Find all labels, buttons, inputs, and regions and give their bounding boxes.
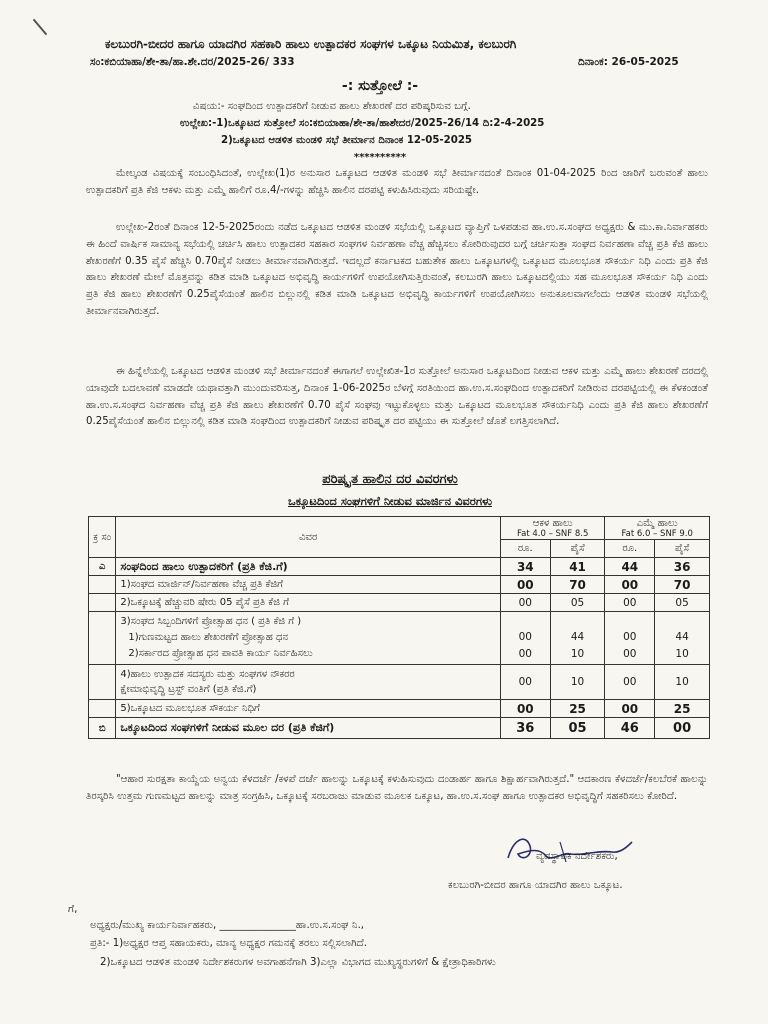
cell-value: 05 [550,718,605,739]
cell-value: 05 [550,594,605,612]
cell-value: 25 [550,700,605,718]
table-row [89,665,710,700]
table-row [89,718,710,739]
reference-line-2: 2)ಒಕ್ಕೂಟದ ಆಡಳಿತ ಮಂಡಳಿ ಸಭೆ ತೀರ್ಮಾನ ದಿನಾಂಕ 12-05-2025 [221,135,472,146]
incentive-item-government: 2)ಸರ್ಕಾರದ ಪ್ರೋತ್ಸಾಹ ಧನ ಪಾವತಿ ಕಾರ್ಯ ನಿರ್ವಹಿಸಲು [128,648,313,659]
cell-value: 00 [605,594,655,612]
paragraph-2: ಉಲ್ಲೇಖ-2ರಂತೆ ದಿನಾಂಕ 12-5-2025ರಂದು ನಡೆದ ಒಕ್ಕೂಟದ ಆಡಳಿತ ಮಂಡಳಿ ಸಭೆಯಲ್ಲಿ ಒಕ್ಕೂಟದ ವ್ಯಾಪ್ತಿಗೆ ಒಳಪಡುವ ಹಾ.ಉ.ಸ.ಸಂಘದ ಅಧ್ಯಕ್ಷರು & ಮು.ಕಾ.ನಿರ್ವಾಹಕರು ಈ ಹಿಂದೆ ವಾರ್ಷಿಕ ಸಾಮಾನ್ಯ ಸಭೆಯಲ್ಲಿ ಚರ್ಚಿಸಿ ಹಾಲು ಉತ್ಪಾದಕರ ಸಹಕಾರ ಸಂಘಗಳ ನಿರ್ವಹಣಾ ವೆಚ್ಚ ಹೆಚ್ಚಿಸಲು ಕೋರಿರುವುದರ ಬಗ್ಗೆ ಚರ್ಚಿಸುತ್ತಾ ಸಂಘದ ನಿರ್ವಹಣಾ ವೆಚ್ಚ ಪ್ರತಿ ಕೆಜಿ ಹಾಲು ಶೇಖರಣೆಗೆ 0.35 ಪೈಸೆ ಹೆಚ್ಚಿಸಿ 0.70ಪೈಸೆ ನೀಡಲು ತೀರ್ಮಾನವಾಗಿರುತ್ತದೆ. ಇದಲ್ಲದೆ ಕರ್ನಾಟಕದ ಬಹುತೇಕ ಹಾಲು ಒಕ್ಕೂಟಗಳಲ್ಲಿ ಒಕ್ಕೂಟದ ಮೂಲಭೂತ ಸೌಕರ್ಯ ನಿಧಿ ಎಂದು ಪ್ರತಿ ಕೆಜಿ ಹಾಲು ಶೇಖರಣೆ ಮೇಲೆ ಮೊತ್ತವನ್ನು ಕಡಿತ ಮಾಡಿ ಒಕ್ಕೂಟದ ಅಭಿವೃದ್ಧಿ ಕಾರ್ಯಗಳಿಗೆ ಉಪಯೋಗಿಸುತ್ತಿರುವಂತೆ, ಕಲಬುರಗಿ ಹಾಲು ಒಕ್ಕೂಟದಲ್ಲಿಯು ಸಹ ಮೂಲಭೂತ ಸೌಕರ್ಯ ನಿಧಿ ಎಂದು ಪ್ರತಿ ಕೆಜಿ ಹಾಲು ಶೇಖರಣೆಗೆ 0.25ಪೈಸೆಯಂತೆ ಹಾಲಿನ ಬಿಲ್ಲುನಲ್ಲಿ ಕಡಿತ ಮಾಡಿ ಒಕ್ಕೂಟದ ಅಭಿವೃದ್ಧಿ ಕಾರ್ಯಗಳಿಗೆ ಉಪಯೋಗಿಸಲು ಅನುಕೂಲವಾಗಲೆಂದು ಆಡಳಿತ ಮಂಡಳಿ ಸಭೆಯಲ್ಲಿ ತೀರ್ಮಾನವಾಗಿರುತ್ತದೆ. [86,222,708,317]
cell-value: 70 [550,576,605,594]
table-row [89,558,710,576]
cell-value: 00 [605,700,655,718]
cow-fat-snf: Fat 4.0 – SNF 8.5 [517,528,589,539]
cell-value: 34 [500,558,550,576]
cell-value: 25 [655,700,710,718]
row-label: ಸಂಘದಿಂದ ಹಾಲು ಉತ್ಪಾದಕರಿಗೆ (ಪ್ರತಿ ಕೆಜಿ.ಗೆ) [116,558,501,576]
buffalo-rupees-header: ರೂ. [605,540,655,558]
cell-value: 36 [500,718,550,739]
buffalo-fat-snf: Fat 6.0 – SNF 9.0 [621,528,693,539]
incentive-heading: 3)ಸಂಘದ ಸಿಬ್ಬಂದಿಗಳಿಗೆ ಪ್ರೋತ್ಸಾಹ ಧನ ( ಪ್ರತಿ ಕೆಜಿ ಗೆ ) [120,616,302,627]
table-row [89,576,710,594]
paragraph-3: ಈ ಹಿನ್ನೆಲೆಯಲ್ಲಿ ಒಕ್ಕೂಟದ ಆಡಳಿತ ಮಂಡಳಿ ಸಭೆ ತೀರ್ಮಾನದಂತೆ ಈಗಾಗಲೆ ಉಲ್ಲೇಖಿತ-1ರ ಸುತ್ತೋಲೆ ಅನುಸಾರ ಒಕ್ಕೂಟದಿಂದ ನೀಡುವ ಆಕಳ ಮತ್ತು ಎಮ್ಮೆ ಹಾಲು ಶೇಖರಣೆ ದರದಲ್ಲಿ ಯಾವುದೇ ಬದಲಾವಣೆ ಮಾಡದೇ ಯಥಾವತ್ತಾಗಿ ಮುಂದುವರಿಸುತ್ತ, ದಿನಾಂಕ 1-06-2025ರ ಬೆಳಗ್ಗೆ ಸರತಿಯಿಂದ ಹಾ.ಉ.ಸ.ಸಂಘದಿಂದ ಉತ್ಪಾದಕರಿಗೆ ನೀಡಿರುವ ದರಪಟ್ಟಿಯಲ್ಲಿ ಈ ಕೆಳಕಂಡಂತೆ ಹಾ.ಉ.ಸ.ಸಂಘದ ನಿರ್ವಹಣಾ ವೆಚ್ಚ ಪ್ರತಿ ಕೆಜಿ ಹಾಲು ಶೇಖರಣೆಗೆ 0.70 ಪೈಸೆ ಸಂಘವು ಇಟ್ಟುಕೊಳ್ಳಲು ಮತ್ತು ಒಕ್ಕೂಟದ ಮೂಲಭೂತ ಸೌಕರ್ಯನಿಧಿ ಎಂದು ಪ್ರತಿ ಕೆಜಿ ಹಾಲು ಶೇಖರಣೆಗೆ 0.25ಪೈಸೆಯಂತೆ ಹಾಲಿನ ಬಿಲ್ಲುನಲ್ಲಿ ಕಡಿತ ಮಾಡಿ ಸಂಘದಿಂದ ಉತ್ಪಾದಕರಿಗೆ ನೀಡುವ ಪರಿಷ್ಕೃತ ದರ ಪಟ್ಟಿಯು ಈ ಸುತ್ತೋಲೆ ಜೊತೆ ಲಗತ್ತಿಸಲಾಗಿದೆ. [86,366,708,428]
table-row [89,700,710,718]
table-row [89,612,710,665]
row-number: ಎ [89,558,116,576]
to-label: ಗೆ, [68,903,78,915]
buffalo-paise-header: ಪೈಸೆ [655,540,710,558]
cell-value: 10 [655,665,710,700]
signatory-organisation: ಕಲಬುರಗಿ-ಬೀದರ ಹಾಗೂ ಯಾದಗಿರ ಹಾಲು ಒಕ್ಕೂಟ. [448,880,623,891]
reference-line-1: ಉಲ್ಲೇಖ:-1)ಒಕ್ಕೂಟದ ಸುತ್ತೋಲೆ ಸಂ:ಕಬಿಯಾಹಾ/ಶೇ-ತಾ/ಹಾಶೇದರ/2025-26/14 ದಿ:2-4-2025 [180,118,545,129]
cell-value: 36 [655,558,710,576]
row-label [116,612,501,665]
signatory-title: ವ್ಯವಸ್ಥಾಪಕ ನಿರ್ದೇಶಕರು, [536,851,618,862]
column-header-details: ವಿವರ [116,517,501,558]
addressee-line: ಅಧ್ಯಕ್ಷರು/ಮುಖ್ಯ ಕಾರ್ಯನಿರ್ವಾಹಕರು, _______________ಹಾ.ಉ.ಸ.ಸಂಘ ನಿ., [90,920,365,931]
table-row [89,594,710,612]
column-header-cow-milk: ಆಕಳ ಹಾಲು Fat 4.0 – SNF 8.5 [500,517,605,540]
signature-image [500,828,640,870]
cell-value: 44 [605,558,655,576]
cell-value: 00 00 [605,612,655,665]
document-date: ದಿನಾಂಕ: 26-05-2025 [578,56,679,68]
cell-value: 00 [500,700,550,718]
cow-rupees-header: ರೂ. [500,540,550,558]
pen-mark [33,19,47,36]
reference-number: ಸಂ:ಕಬಿಯಾಹಾ/ಶೇ-ತಾ/ಹಾ.ಶೇ.ದರ/2025-26/ 333 [90,56,295,68]
incentive-item-quality: 1)ಗುಣಮಟ್ಟದ ಹಾಲು ಶೇಖರಣೆಗೆ ಪ್ರೋತ್ಸಾಹ ಧನ [128,632,289,643]
cell-value: 05 [655,594,710,612]
org-name: ಕಲಬುರಗಿ-ಬೀದರ ಹಾಗೂ ಯಾದಗಿರ ಸಹಕಾರಿ ಹಾಲು ಉತ್ಪಾದಕರ ಸಂಘಗಳ ಒಕ್ಕೂಟ ನಿಯಮಿತ, ಕಲಬುರಗಿ [105,37,517,51]
cell-value: 44 10 [655,612,710,665]
row-number: ಬಿ [89,718,116,739]
row-label: 5)ಒಕ್ಕೂಟದ ಮೂಲಭೂತ ಸೌಕರ್ಯ ನಿಧಿಗೆ [116,700,501,718]
column-header-buffalo-milk: ಎಮ್ಮೆ ಹಾಲು Fat 6.0 – SNF 9.0 [605,517,710,540]
table-subtitle: ಒಕ್ಕೂಟದಿಂದ ಸಂಘಗಳಿಗೆ ನೀಡುವ ಮಾರ್ಜಿನ ವಿವರಗಳು [288,494,492,508]
row-label: ಒಕ್ಕೂಟದಿಂದ ಸಂಘಗಳಿಗೆ ನೀಡುವ ಮೂಲ ದರ (ಪ್ರತಿ ಕೆಜಿಗೆ) [116,718,501,739]
cell-value: 10 [550,665,605,700]
cell-value: 00 [500,594,550,612]
copy-to-line-2: 2)ಒಕ್ಕೂಟದ ಆಡಳಿತ ಮಂಡಳಿ ನಿರ್ದೇಶಕರುಗಳ ಅವಗಾಹನೆಗಾಗಿ 3)ಎಲ್ಲಾ ವಿಭಾಗದ ಮುಖ್ಯಸ್ಥರುಗಳಿಗೆ & ಕ್ಷೇತ್ರಾಧಿಕಾರಿಗಳು [100,957,496,968]
rate-table [88,516,710,739]
copy-to-line-1: ಪ್ರತಿ:- 1)ಅಧ್ಯಕ್ಷರ ಆಪ್ತ ಸಹಾಯಕರು, ಮಾನ್ಯ ಅಧ್ಯಕ್ಷರ ಗಮನಕ್ಕೆ ತರಲು ಸಲ್ಲಿಸಲಾಗಿದೆ. [90,938,367,949]
cell-value: 41 [550,558,605,576]
cell-value: 00 00 [500,612,550,665]
row-label: 4)ಹಾಲು ಉತ್ಪಾದಕ ಸದಸ್ಯರು ಮತ್ತು ಸಂಘಗಳ ನೌಕರರ ಕ್ಷೇಮಾಭಿವೃದ್ಧಿ ಟ್ರಸ್ಟ್ ವಂತಿಗೆ (ಪ್ರತಿ ಕೆಜಿ.ಗೆ) [116,665,501,700]
footer-note: "ಆಹಾರ ಸುರಕ್ಷತಾ ಕಾಯ್ದೆಯ ಅನ್ವಯ ಕೆಳದರ್ಜೆ /ಕಳಪೆ ದರ್ಜೆ ಹಾಲನ್ನು ಒಕ್ಕೂಟಕ್ಕೆ ಕಳುಹಿಸುವುದು ದಂಡಾರ್ಹ ಹಾಗೂ ಶಿಕ್ಷಾರ್ಹವಾಗಿರುತ್ತದೆ." ಆದಕಾರಣ ಕೆಳದರ್ಜೆ/ಕಲಬೆರಕೆ ಹಾಲನ್ನು ತಿರಸ್ಕರಿಸಿ ಉತ್ತಮ ಗುಣಮಟ್ಟದ ಹಾಲನ್ನು ಮಾತ್ರ ಸಂಗ್ರಹಿಸಿ, ಒಕ್ಕೂಟಕ್ಕೆ ಸರಬರಾಜು ಮಾಡುವ ಮೂಲಕ ಒಕ್ಕೂಟ, ಹಾ.ಉ.ಸ.ಸಂಘ ಹಾಗೂ ಉತ್ಪಾದಕರ ಅಭಿವೃದ್ಧಿಗೆ ಸಹಕರಿಸಲು ಕೋರಿದೆ. [86,774,708,802]
circular-title: -: ಸುತ್ತೋಲೆ :- [341,78,419,94]
row-label: 1)ಸಂಘದ ಮಾರ್ಜಿನ್/ನಿರ್ವಹಣಾ ವೆಚ್ಚ ಪ್ರತಿ ಕೆಜಿಗೆ [116,576,501,594]
cell-value: 44 10 [550,612,605,665]
paragraph-1: ಮೇಲ್ಕಂಡ ವಿಷಯಕ್ಕೆ ಸಂಬಂಧಿಸಿದಂತೆ, ಉಲ್ಲೇಖ(1)ರ ಅನುಸಾರ ಒಕ್ಕೂಟದ ಆಡಳಿತ ಮಂಡಳಿ ಸಭೆ ತೀರ್ಮಾನದಂತೆ ದಿನಾಂಕ 01-04-2025 ರಿಂದ ಜಾರಿಗೆ ಬರುವಂತೆ ಹಾಲು ಉತ್ಪಾದಕರಿಗೆ ಪ್ರತಿ ಕೆಜಿ ಆಕಳು ಮತ್ತು ಎಮ್ಮೆ ಹಾಲಿಗೆ ರೂ.4/-ಗಳನ್ನು ಹೆಚ್ಚಿಸಿ ಹಾಲಿನ ದರಪಟ್ಟಿ ಕಳುಹಿಸಿರುವುದು ಸರಿಯಷ್ಟೇ. [86,168,708,196]
column-header-serial: ಕ್ರ ಸಂ [89,517,116,558]
cell-value: 00 [605,665,655,700]
cell-value: 46 [605,718,655,739]
cell-value: 00 [655,718,710,739]
table-title: ಪರಿಷ್ಕೃತ ಹಾಲಿನ ದರ ವಿವರಗಳು [322,472,458,487]
separator-stars: ********** [353,152,407,163]
cell-value: 00 [605,576,655,594]
subject-line: ವಿಷಯ:- ಸಂಘದಿಂದ ಉತ್ಪಾದಕರಿಗೆ ನೀಡುವ ಹಾಲು ಶೇಖರಣೆ ದರ ಪರಿಷ್ಕರಿಸುವ ಬಗ್ಗೆ. [193,101,471,112]
cell-value: 70 [655,576,710,594]
cell-value: 00 [500,576,550,594]
cow-paise-header: ಪೈಸೆ [550,540,605,558]
cell-value: 00 [500,665,550,700]
row-label: 2)ಒಕ್ಕೂಟಕ್ಕೆ ಹೆಚ್ಚುವರಿ ಷೇರು 05 ಪೈಸೆ ಪ್ರತಿ ಕೆಜಿ ಗೆ [116,594,501,612]
